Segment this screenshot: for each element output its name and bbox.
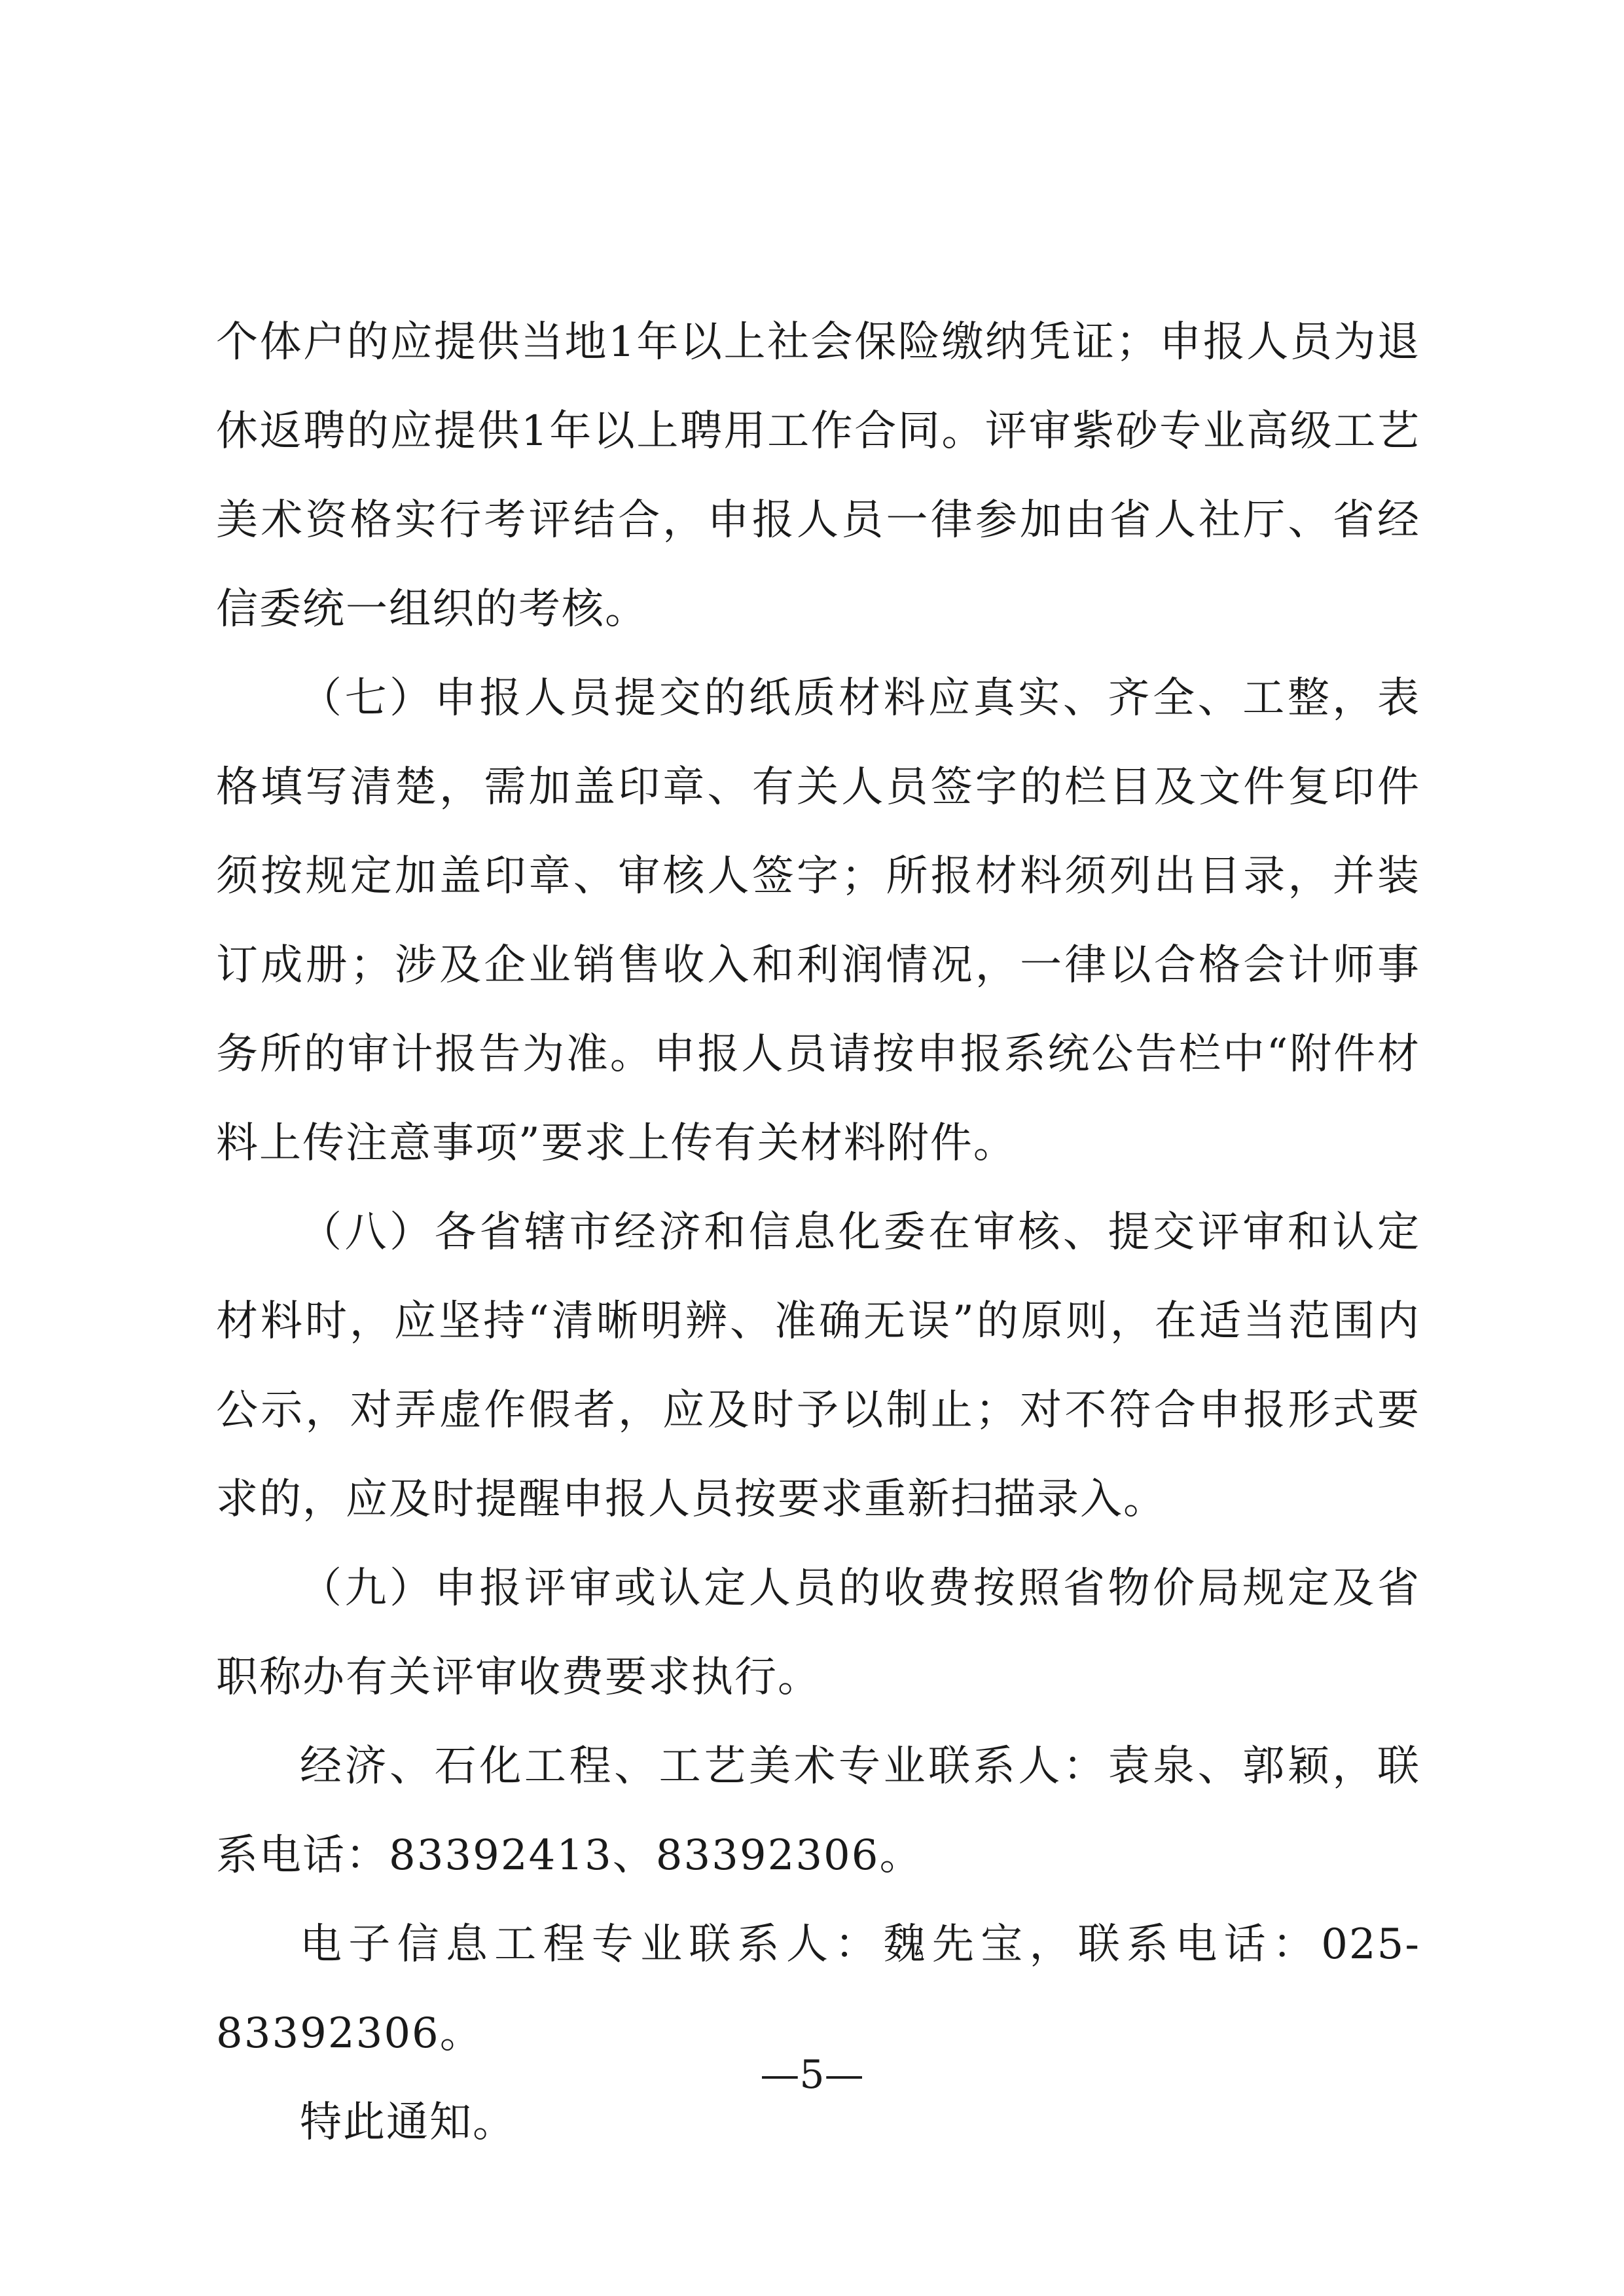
- paragraph-item-9: （九）申报评审或认定人员的收费按照省物价局规定及省职称办有关评审收费要求执行。: [216, 1564, 1420, 1702]
- paragraph-item-7: （七）申报人员提交的纸质材料应真实、齐全、工整，表格填写清楚，需加盖印章、有关人员签字的栏目及文件复印件须按规定加盖印章、审核人签字；所报材料须列出目录，并装订成册；涉及企业销售收入和利润情况，一律以合格会计师事务所的审计报告为准。申报人员请按申报系统公告栏中“附件材料上传注意事项”要求上传有关材料附件。: [216, 674, 1420, 1168]
- paragraph-item-8: （八）各省辖市经济和信息化委在审核、提交评审和认定材料时，应坚持“清晰明辨、准确无误”的原则，在适当范围内公示，对弄虚作假者，应及时予以制止；对不符合申报形式要求的，应及时提醒申报人员按要求重新扫描录入。: [216, 1208, 1420, 1524]
- page-number: —5—: [760, 2052, 864, 2098]
- contact-electronics: 电子信息工程专业联系人：魏先宝，联系电话：025-83392306。: [216, 1920, 1420, 2058]
- closing-notice: 特此通知。: [300, 2098, 516, 2147]
- paragraph-continuation: 个体户的应提供当地1年以上社会保险缴纳凭证；申报人员为退休返聘的应提供1年以上聘用工作合同。评审紫砂专业高级工艺美术资格实行考评结合，申报人员一律参加由省人社厅、省经信委统一组织的考核。: [216, 318, 1420, 634]
- contact-economy: 经济、石化工程、工艺美术专业联系人：袁泉、郭颖，联系电话：83392413、83392306。: [216, 1742, 1420, 1880]
- document-body: [216, 298, 1420, 2167]
